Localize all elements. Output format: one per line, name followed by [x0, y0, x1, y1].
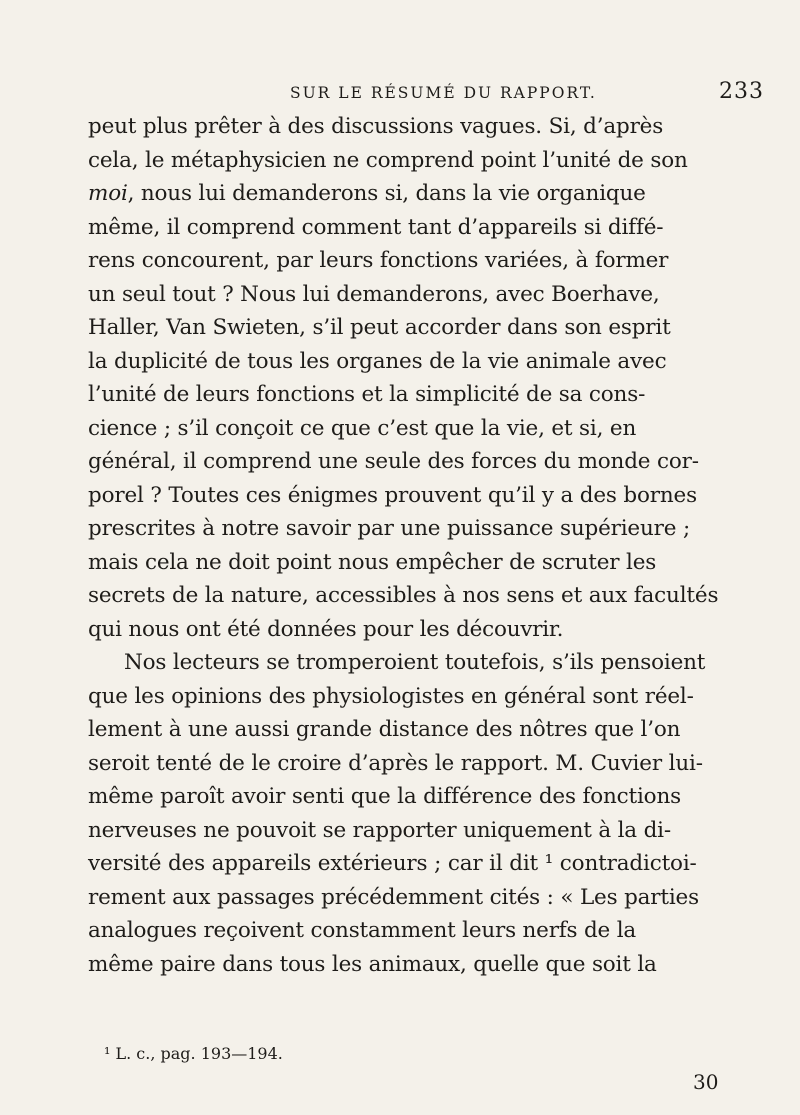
text-line: porel ? Toutes ces énigmes prouvent qu’il y a des bornes	[88, 482, 697, 508]
text-line: peut plus prêter à des discussions vagues. Si, d’après	[88, 114, 664, 139]
text-line: qui nous ont été données pour les découvrir.	[88, 616, 564, 642]
italic-word: moi	[88, 181, 128, 206]
text-line: prescrites à notre savoir par une puissance supérieure ;	[88, 516, 691, 541]
footnote: ¹ L. c., pag. 193—194.	[104, 1044, 283, 1063]
running-head: SUR LE RÉSUMÉ DU RAPPORT.	[290, 84, 597, 102]
text-line: que les opinions des physiologistes en général sont réel-	[88, 683, 694, 709]
text-line: même paroît avoir senti que la différence des fonctions	[88, 784, 681, 809]
text-line: seroit tenté de le croire d’après le rapport. M. Cuvier lui-	[88, 750, 703, 776]
paragraph-start-line: Nos lecteurs se tromperoient toutefois, s’ils pensoient	[124, 650, 706, 675]
text-line: analogues reçoivent constamment leurs nerfs de la	[88, 918, 636, 943]
text-line: versité des appareils extérieurs ; car il dit ¹ contradictoi-	[88, 851, 697, 876]
signature-mark: 30	[693, 1070, 719, 1094]
text-line: Haller, Van Swieten, s’il peut accorder dans son esprit	[88, 315, 671, 340]
text-line: même paire dans tous les animaux, quelle que soit la	[88, 951, 657, 977]
text-line: secrets de la nature, accessibles à nos sens et aux facultés	[88, 583, 719, 608]
text-line: lement à une aussi grande distance des nôtres que l’on	[88, 717, 681, 742]
text-segment: , nous lui demanderons si, dans la vie organique	[127, 181, 646, 206]
text-line: rens concourent, par leurs fonctions variées, à former	[88, 248, 669, 273]
text-line	[88, 177, 800, 211]
text-line: l’unité de leurs fonctions et la simplicité de sa cons-	[88, 382, 646, 407]
text-line: la duplicité de tous les organes de la vie animale avec	[88, 348, 667, 374]
page-number: 233	[719, 79, 764, 104]
text-line: rement aux passages précédemment cités : « Les parties	[88, 884, 699, 910]
text-line: général, il comprend une seule des forces du monde cor-	[88, 449, 699, 474]
text-line: mais cela ne doit point nous empêcher de scruter les	[88, 549, 657, 575]
text-line: un seul tout ? Nous lui demanderons, avec Boerhave,	[88, 281, 660, 307]
text-line: même, il comprend comment tant d’appareils si diffé-	[88, 214, 664, 240]
body-text	[88, 110, 800, 981]
text-line: cela, le métaphysicien ne comprend point l’unité de son	[88, 147, 688, 173]
text-line: nerveuses ne pouvoit se rapporter uniquement à la di-	[88, 817, 671, 843]
text-line: cience ; s’il conçoit ce que c’est que la vie, et si, en	[88, 415, 637, 441]
